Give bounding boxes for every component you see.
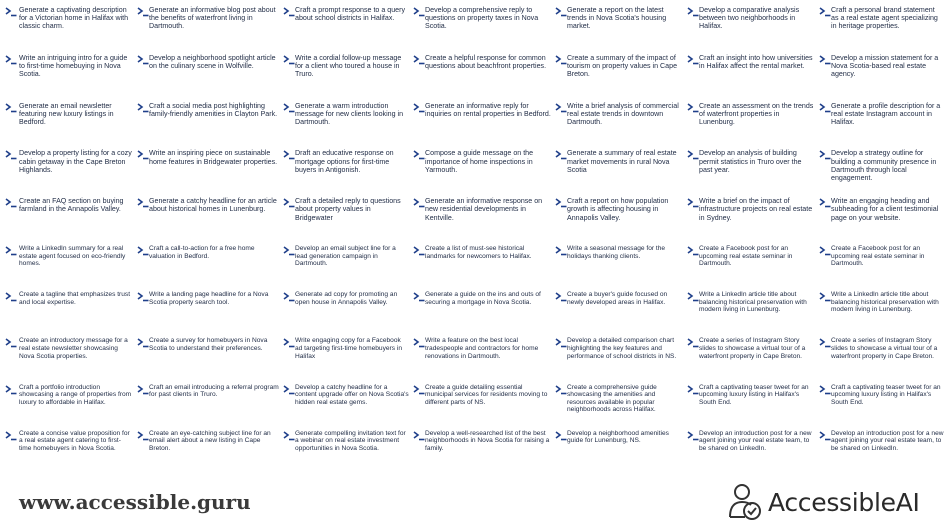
- prompt-card[interactable]: [817, 96, 946, 144]
- terminal-prompt-icon: [819, 7, 831, 17]
- prompt-text: Create a concise value proposition for a real estate agent catering to first-time homebuyers in Nova Scotia.: [19, 429, 130, 452]
- prompt-text: Write a cordial follow-up message for a client who toured a house in Truro.: [295, 53, 402, 79]
- terminal-prompt-icon: [137, 150, 149, 160]
- prompt-text: Write a brief on the impact of infrastructure projects on real estate in Sydney.: [699, 197, 813, 222]
- prompt-card[interactable]: [553, 424, 685, 470]
- prompt-text: Write a brief analysis of commercial real estate trends in downtown Dartmouth.: [567, 101, 679, 126]
- prompt-text: Develop an analysis of building permit statistics in Truro over the past year.: [699, 149, 802, 174]
- terminal-prompt-icon: [283, 292, 295, 302]
- terminal-prompt-icon: [687, 292, 699, 302]
- prompt-card[interactable]: [685, 424, 817, 470]
- prompt-card[interactable]: [685, 96, 817, 144]
- terminal-prompt-icon: [283, 246, 295, 256]
- prompt-card[interactable]: [0, 191, 135, 239]
- terminal-prompt-icon: [137, 431, 149, 441]
- terminal-prompt-icon: [5, 103, 17, 113]
- terminal-prompt-icon: [283, 338, 295, 348]
- brand-name: AccessibleAI: [768, 487, 920, 517]
- prompt-text: Generate a report on the latest trends in Nova Scotia's housing market.: [567, 6, 667, 31]
- terminal-prompt-icon: [819, 385, 831, 395]
- prompt-text: Write a landing page headline for a Nova Scotia property search tool.: [149, 291, 269, 306]
- prompt-card[interactable]: [281, 424, 411, 470]
- prompt-text: Craft a portfolio introduction showcasing a range of properties from luxury to affordable in Halifax.: [19, 383, 132, 406]
- terminal-prompt-icon: [555, 338, 567, 348]
- prompt-text: Craft an email introducing a referral program for past clients in Truro.: [149, 383, 279, 399]
- prompt-card[interactable]: [135, 331, 281, 377]
- terminal-prompt-icon: [819, 198, 831, 208]
- terminal-prompt-icon: [283, 150, 295, 160]
- prompt-card[interactable]: [281, 331, 411, 377]
- terminal-prompt-icon: [5, 150, 17, 160]
- terminal-prompt-icon: [137, 198, 149, 208]
- prompt-card[interactable]: [135, 0, 281, 48]
- prompt-text: Develop an email subject line for a lead generation campaign in Dartmouth.: [295, 244, 396, 268]
- prompt-text: Write an intriguing intro for a guide to first-time homebuying in Nova Scotia.: [19, 53, 128, 79]
- prompt-card[interactable]: [0, 424, 135, 470]
- prompt-card[interactable]: [553, 331, 685, 377]
- terminal-prompt-icon: [137, 338, 149, 348]
- prompt-card[interactable]: [0, 331, 135, 377]
- prompt-card[interactable]: [0, 96, 135, 144]
- prompt-text: Generate a summary of real estate market movements in rural Nova Scotia: [567, 149, 677, 174]
- prompt-text: Write engaging copy for a Facebook ad targeting first-time homebuyers in Halifax: [295, 337, 403, 360]
- terminal-prompt-icon: [5, 246, 17, 256]
- prompt-text: Develop a property listing for a cozy cabin getaway in the Cape Breton Highlands.: [19, 149, 132, 174]
- brand-logo: [728, 483, 920, 521]
- prompt-text: Craft a personal brand statement as a real estate agent specializing in heritage properties.: [831, 6, 938, 31]
- prompt-card[interactable]: [817, 0, 946, 48]
- prompt-text: Create an eye-catching subject line for an email alert about a new listing in Cape Breton.: [149, 429, 271, 452]
- terminal-prompt-icon: [687, 246, 699, 256]
- terminal-prompt-icon: [413, 55, 425, 65]
- prompt-text: Write a seasonal message for the holidays thanking clients.: [567, 244, 666, 260]
- terminal-prompt-icon: [687, 431, 699, 441]
- prompt-card[interactable]: [0, 285, 135, 331]
- prompt-card[interactable]: [135, 424, 281, 470]
- prompt-card[interactable]: [411, 424, 553, 470]
- prompt-card[interactable]: [817, 143, 946, 191]
- prompt-card[interactable]: [817, 239, 946, 285]
- prompt-text: Craft a detailed reply to questions about property values in Bridgewater: [295, 197, 401, 222]
- prompt-text: Generate a catchy headline for an article about historical homes in Lunenburg.: [149, 197, 277, 214]
- user-check-icon: [728, 483, 762, 521]
- prompt-text: Create a survey for homebuyers in Nova Scotia to understand their preferences.: [149, 337, 268, 352]
- terminal-prompt-icon: [555, 150, 567, 160]
- prompt-card[interactable]: [0, 378, 135, 424]
- prompt-text: Create a guide detailing essential municipal services for residents moving to different parts of NS.: [425, 383, 548, 406]
- prompt-text: Craft a captivating teaser tweet for an upcoming luxury listing in Halifax's South End.: [831, 383, 941, 406]
- terminal-prompt-icon: [687, 55, 699, 65]
- terminal-prompt-icon: [283, 431, 295, 441]
- prompt-text: Create a comprehensive guide showcasing the amenities and resources available in popular neighborhoods across Halifax.: [567, 383, 657, 414]
- prompt-card[interactable]: [411, 143, 553, 191]
- terminal-prompt-icon: [819, 292, 831, 302]
- terminal-prompt-icon: [283, 198, 295, 208]
- prompt-text: Generate an email newsletter featuring new luxury listings in Bedford.: [19, 101, 114, 126]
- terminal-prompt-icon: [137, 103, 149, 113]
- prompt-card[interactable]: [817, 48, 946, 96]
- prompt-card[interactable]: [817, 331, 946, 377]
- terminal-prompt-icon: [819, 150, 831, 160]
- prompt-card[interactable]: [0, 0, 135, 48]
- prompt-card[interactable]: [817, 191, 946, 239]
- prompt-card[interactable]: [685, 378, 817, 424]
- prompt-card[interactable]: [553, 0, 685, 48]
- prompt-text: Create an FAQ section on buying farmland in the Annapolis Valley.: [19, 197, 124, 214]
- prompt-card[interactable]: [411, 48, 553, 96]
- prompt-text: Craft a report on how population growth is affecting housing in Annapolis Valley.: [567, 197, 669, 222]
- prompt-text: Create a buyer's guide focused on newly developed areas in Halifax.: [567, 291, 668, 306]
- prompt-card[interactable]: [553, 191, 685, 239]
- terminal-prompt-icon: [819, 55, 831, 65]
- terminal-prompt-icon: [413, 103, 425, 113]
- prompt-text: Generate an informative blog post about the benefits of waterfront living in Dartmouth.: [149, 6, 276, 31]
- terminal-prompt-icon: [5, 385, 17, 395]
- prompt-card[interactable]: [281, 378, 411, 424]
- prompt-card[interactable]: [817, 378, 946, 424]
- terminal-prompt-icon: [413, 431, 425, 441]
- prompt-text: Create an introductory message for a real estate newsletter showcasing Nova Scotia properties.: [19, 337, 128, 360]
- terminal-prompt-icon: [687, 7, 699, 17]
- terminal-prompt-icon: [555, 198, 567, 208]
- prompt-text: Develop an introduction post for a new agent joining your real estate team, to be shared on LinkedIn.: [699, 429, 812, 452]
- prompt-card[interactable]: [135, 378, 281, 424]
- prompt-card[interactable]: [411, 0, 553, 48]
- terminal-prompt-icon: [5, 198, 17, 208]
- prompt-text: Craft a captivating teaser tweet for an upcoming luxury listing in Halifax's South End.: [699, 383, 809, 406]
- terminal-prompt-icon: [413, 385, 425, 395]
- prompt-card[interactable]: [135, 48, 281, 96]
- prompt-text: Generate compelling invitation text for a webinar on real estate investment opportunities in Nova Scotia.: [295, 429, 406, 452]
- terminal-prompt-icon: [283, 385, 295, 395]
- prompt-card[interactable]: [281, 96, 411, 144]
- prompt-card[interactable]: [685, 191, 817, 239]
- terminal-prompt-icon: [555, 7, 567, 17]
- terminal-prompt-icon: [137, 292, 149, 302]
- terminal-prompt-icon: [687, 385, 699, 395]
- terminal-prompt-icon: [819, 431, 831, 441]
- terminal-prompt-icon: [555, 103, 567, 113]
- terminal-prompt-icon: [413, 198, 425, 208]
- prompt-text: Craft a call-to-action for a free home valuation in Bedford.: [149, 244, 255, 260]
- terminal-prompt-icon: [413, 150, 425, 160]
- prompt-card[interactable]: [411, 331, 553, 377]
- prompt-text: Craft a prompt response to a query about school districts in Halifax.: [295, 6, 406, 23]
- prompt-card[interactable]: [411, 191, 553, 239]
- prompt-text: Create a summary of the impact of tourism on property values in Cape Breton.: [567, 53, 678, 79]
- terminal-prompt-icon: [687, 103, 699, 113]
- prompt-card[interactable]: [685, 239, 817, 285]
- terminal-prompt-icon: [137, 7, 149, 17]
- prompt-text: Generate a captivating description for a Victorian home in Halifax with classic charm.: [19, 6, 129, 31]
- prompt-card[interactable]: [685, 143, 817, 191]
- prompt-text: Generate a guide on the ins and outs of securing a mortgage in Nova Scotia.: [425, 291, 541, 306]
- prompt-text: Write a feature on the best local tradespeople and contractors for home renovations in Dartmouth.: [425, 337, 539, 360]
- prompt-text: Create a Facebook post for an upcoming real estate seminar in Dartmouth.: [699, 244, 793, 268]
- terminal-prompt-icon: [413, 338, 425, 348]
- terminal-prompt-icon: [413, 292, 425, 302]
- footer-url[interactable]: www.accessible.guru: [19, 490, 251, 514]
- prompt-card[interactable]: [685, 331, 817, 377]
- prompt-card[interactable]: [281, 239, 411, 285]
- terminal-prompt-icon: [5, 338, 17, 348]
- prompt-text: Generate an informative reply for inquiries on rental properties in Bedford.: [425, 101, 551, 118]
- terminal-prompt-icon: [137, 385, 149, 395]
- terminal-prompt-icon: [413, 246, 425, 256]
- prompt-text: Develop a comparative analysis between two neighborhoods in Halifax.: [699, 6, 800, 31]
- prompt-card[interactable]: [553, 239, 685, 285]
- prompt-card[interactable]: [281, 143, 411, 191]
- terminal-prompt-icon: [555, 431, 567, 441]
- terminal-prompt-icon: [819, 246, 831, 256]
- prompt-card[interactable]: [0, 143, 135, 191]
- prompt-card[interactable]: [281, 0, 411, 48]
- prompt-text: Draft an educative response on mortgage options for first-time buyers in Antigonish.: [295, 149, 394, 174]
- prompt-text: Develop a strategy outline for building a community presence in Dartmouth through local engagement.: [831, 149, 937, 182]
- prompt-card[interactable]: [553, 143, 685, 191]
- prompt-text: Generate a profile description for a real estate Instagram account in Halifax.: [831, 101, 941, 126]
- terminal-prompt-icon: [555, 55, 567, 65]
- prompt-card[interactable]: [135, 143, 281, 191]
- prompt-text: Write a LinkedIn summary for a real estate agent focused on eco-friendly homes.: [19, 244, 126, 268]
- prompt-card[interactable]: [135, 239, 281, 285]
- terminal-prompt-icon: [283, 7, 295, 17]
- prompt-text: Generate an informative response on new residential developments in Kentville.: [425, 197, 543, 222]
- prompt-card[interactable]: [281, 285, 411, 331]
- prompt-text: Create an assessment on the trends of waterfront properties in Lunenburg.: [699, 101, 814, 126]
- terminal-prompt-icon: [687, 198, 699, 208]
- prompt-card[interactable]: [553, 48, 685, 96]
- prompt-card[interactable]: [135, 285, 281, 331]
- prompt-text: Create a tagline that emphasizes trust and local expertise.: [19, 291, 131, 306]
- prompt-text: Create a list of must-see historical landmarks for newcomers to Halifax.: [425, 244, 532, 260]
- terminal-prompt-icon: [5, 55, 17, 65]
- prompt-card[interactable]: [281, 48, 411, 96]
- prompt-card[interactable]: [685, 285, 817, 331]
- prompt-card[interactable]: [411, 378, 553, 424]
- prompt-text: Create a series of Instagram Story slides to showcase a virtual tour of a waterfront property in Cape Breton.: [831, 337, 938, 360]
- terminal-prompt-icon: [555, 246, 567, 256]
- prompt-text: Create a Facebook post for an upcoming real estate seminar in Dartmouth.: [831, 244, 925, 268]
- prompt-text: Write an inspiring piece on sustainable home features in Bridgewater properties.: [149, 149, 278, 166]
- terminal-prompt-icon: [413, 7, 425, 17]
- prompt-text: Develop a comprehensive reply to questions on property taxes in Nova Scotia.: [425, 6, 539, 31]
- terminal-prompt-icon: [5, 292, 17, 302]
- prompt-text: Create a helpful response for common questions about beachfront properties.: [425, 53, 547, 70]
- prompt-card[interactable]: [553, 285, 685, 331]
- prompt-text: Generate ad copy for promoting an open house in Annapolis Valley.: [295, 291, 398, 306]
- prompt-card[interactable]: [685, 48, 817, 96]
- prompt-text: Generate a warm introduction message for new clients looking in Dartmouth.: [295, 101, 404, 126]
- prompt-text: Develop a neighborhood spotlight article on the culinary scene in Wolfville.: [149, 53, 276, 70]
- prompt-text: Develop a catchy headline for a content upgrade offer on Nova Scotia's hidden real estate gems.: [295, 383, 409, 406]
- prompt-card[interactable]: [411, 239, 553, 285]
- terminal-prompt-icon: [819, 103, 831, 113]
- prompt-text: Develop an introduction post for a new agent joining your real estate team, to be shared on LinkedIn.: [831, 429, 944, 452]
- terminal-prompt-icon: [555, 292, 567, 302]
- prompt-text: Create a series of Instagram Story slides to showcase a virtual tour of a waterfront property in Cape Breton.: [699, 337, 806, 360]
- prompt-text: Write an engaging heading and subheading for a client testimonial page on your website.: [831, 197, 939, 222]
- prompt-card[interactable]: [411, 96, 553, 144]
- prompt-card[interactable]: [553, 96, 685, 144]
- prompt-text: Write a LinkedIn article title about balancing historical preservation with modern living in Lunenburg.: [831, 291, 939, 314]
- terminal-prompt-icon: [819, 338, 831, 348]
- prompt-card[interactable]: [135, 96, 281, 144]
- prompt-text: Develop a mission statement for a Nova Scotia-based real estate agency.: [831, 53, 939, 79]
- terminal-prompt-icon: [5, 431, 17, 441]
- prompt-text: Craft a social media post highlighting family-friendly amenities in Clayton Park.: [149, 101, 278, 118]
- prompt-card[interactable]: [411, 285, 553, 331]
- prompt-card[interactable]: [0, 239, 135, 285]
- prompt-card[interactable]: [685, 0, 817, 48]
- prompt-card[interactable]: [817, 285, 946, 331]
- prompt-text: Compose a guide message on the importance of home inspections in Yarmouth.: [425, 149, 534, 174]
- prompt-card[interactable]: [281, 191, 411, 239]
- prompt-text: Develop a neighborhood amenities guide for Lunenburg, NS.: [567, 429, 669, 445]
- prompt-card[interactable]: [0, 48, 135, 96]
- prompt-card[interactable]: [135, 191, 281, 239]
- prompt-text: Craft an insight into how universities in Halifax affect the rental market.: [699, 53, 813, 70]
- prompt-card[interactable]: [553, 378, 685, 424]
- terminal-prompt-icon: [283, 55, 295, 65]
- terminal-prompt-icon: [5, 7, 17, 17]
- terminal-prompt-icon: [283, 103, 295, 113]
- terminal-prompt-icon: [137, 55, 149, 65]
- terminal-prompt-icon: [687, 338, 699, 348]
- prompt-text: Develop a well-researched list of the best neighborhoods in Nova Scotia for raising a family.: [425, 429, 550, 452]
- prompt-card[interactable]: [817, 424, 946, 470]
- terminal-prompt-icon: [687, 150, 699, 160]
- terminal-prompt-icon: [137, 246, 149, 256]
- prompt-text: Develop a detailed comparison chart highlighting the key features and performance of school districts in NS.: [567, 337, 677, 360]
- terminal-prompt-icon: [555, 385, 567, 395]
- prompt-text: Write a LinkedIn article title about balancing historical preservation with modern living in Lunenburg.: [699, 291, 807, 314]
